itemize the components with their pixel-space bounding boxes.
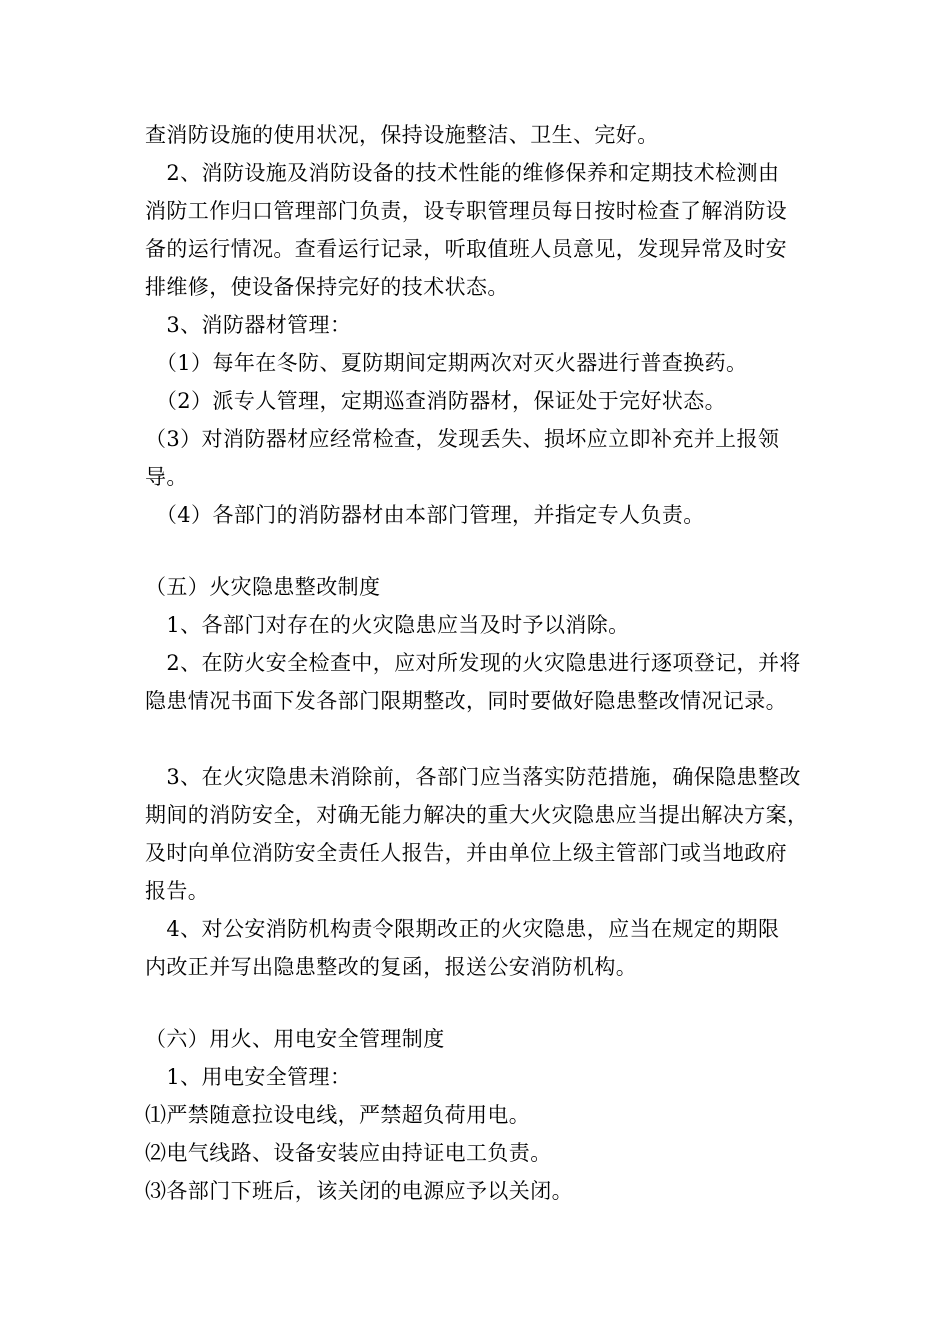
text-line: （2）派专人管理，定期巡查消防器材，保证处于完好状态。 (145, 389, 727, 413)
text-line: ⑵电气线路、设备安装应由持证电工负责。 (145, 1141, 552, 1165)
text-line: ⑶各部门下班后，该关闭的电源应予以关闭。 (145, 1179, 573, 1203)
text-line: 排维修，使设备保持完好的技术状态。 (145, 275, 509, 299)
text-line: 消防工作归口管理部门负责，设专职管理员每日按时检查了解消防设 (145, 199, 787, 223)
text-line: 报告。 (145, 879, 210, 903)
text-line: （3）对消防器材应经常检查，发现丢失、损坏应立即补充并上报领 (145, 427, 780, 451)
text-line: 及时向单位消防安全责任人报告，并由单位上级主管部门或当地政府 (145, 841, 787, 865)
text-line: ⑴严禁随意拉设电线，严禁超负荷用电。 (145, 1103, 531, 1127)
text-line: 导。 (145, 465, 188, 489)
text-line: 2、在防火安全检查中，应对所发现的火灾隐患进行逐项登记，并将 (145, 651, 801, 675)
text-line: 内改正并写出隐患整改的复函，报送公安消防机构。 (145, 955, 638, 979)
text-line: 3、在火灾隐患未消除前，各部门应当落实防范措施，确保隐患整改 (145, 765, 801, 789)
text-line: （4）各部门的消防器材由本部门管理，并指定专人负责。 (145, 503, 705, 527)
text-line: （1）每年在冬防、夏防期间定期两次对灭火器进行普查换药。 (145, 351, 748, 375)
text-line: 2、消防设施及消防设备的技术性能的维修保养和定期技术检测由 (145, 161, 780, 185)
text-line: 1、各部门对存在的火灾隐患应当及时予以消除。 (145, 613, 630, 637)
section-heading: （六）用火、用电安全管理制度 (145, 1027, 445, 1051)
text-line: 期间的消防安全，对确无能力解决的重大火灾隐患应当提出解决方案， (145, 803, 809, 827)
text-line: 隐患情况书面下发各部门限期整改，同时要做好隐患整改情况记录。 (145, 689, 787, 713)
section-heading: （五）火灾隐患整改制度 (145, 575, 381, 599)
text-line: 3、消防器材管理： (145, 313, 352, 337)
text-line: 备的运行情况。查看运行记录，听取值班人员意见，发现异常及时安 (145, 237, 787, 261)
text-line: 4、对公安消防机构责令限期改正的火灾隐患，应当在规定的期限 (145, 917, 780, 941)
text-line: 查消防设施的使用状况，保持设施整洁、卫生、完好。 (145, 123, 659, 147)
text-line: 1、用电安全管理： (145, 1065, 352, 1089)
